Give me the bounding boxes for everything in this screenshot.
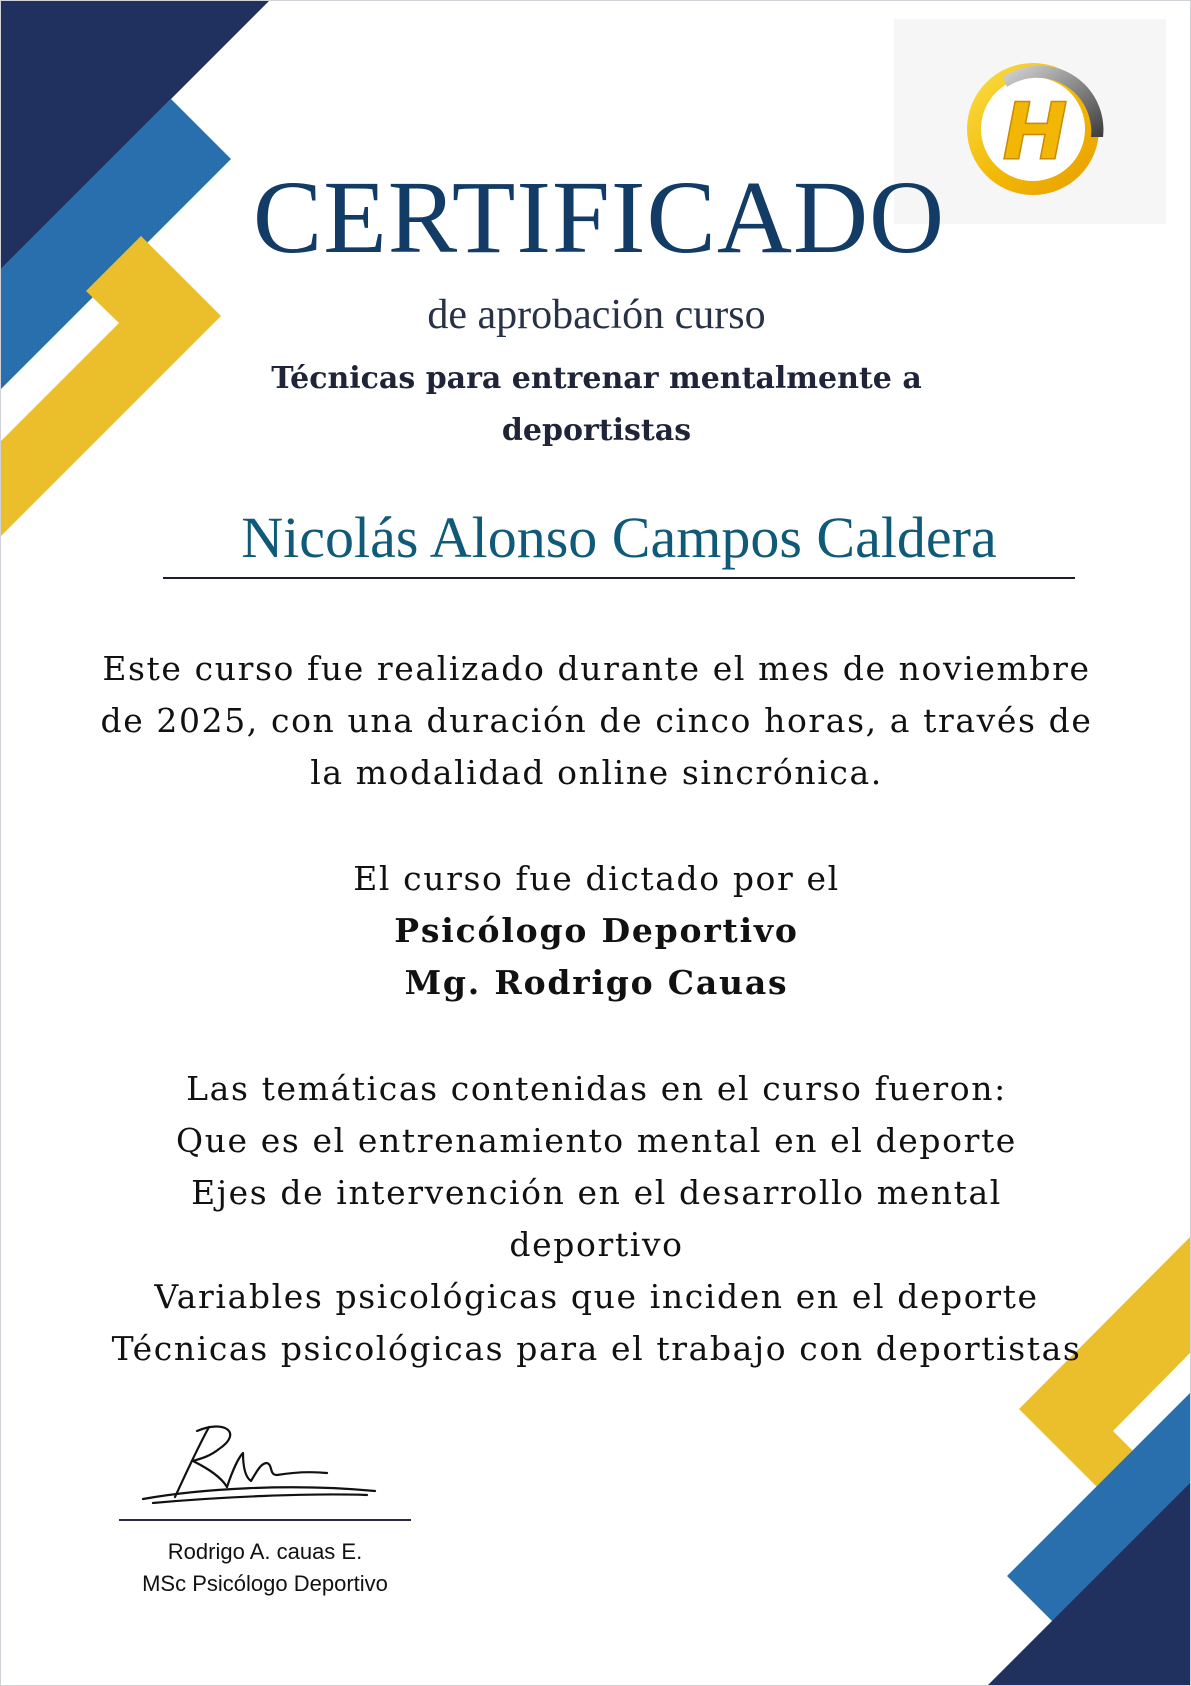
text-line: Este curso fue realizado durante el mes de noviembre bbox=[102, 649, 1091, 688]
topics-paragraph bbox=[1, 1063, 1191, 1375]
brand-logo bbox=[963, 53, 1111, 201]
topic-item: Técnicas psicológicas para el trabajo con deportistas bbox=[111, 1329, 1082, 1368]
instructor-intro: El curso fue dictado por el bbox=[353, 859, 840, 898]
signer-title: MSc Psicólogo Deportivo bbox=[142, 1571, 388, 1596]
topics-heading: Las temáticas contenidas en el curso fueron: bbox=[186, 1069, 1007, 1108]
text-line: la modalidad online sincrónica. bbox=[310, 753, 883, 792]
handwritten-signature bbox=[139, 1419, 389, 1504]
course-details-paragraph bbox=[1, 643, 1191, 799]
signature-line bbox=[119, 1519, 411, 1521]
topic-item: Que es el entrenamiento mental en el deporte bbox=[176, 1121, 1017, 1160]
instructor-paragraph bbox=[1, 853, 1191, 1009]
course-title-line: Técnicas para entrenar mentalmente a bbox=[271, 361, 922, 396]
topic-item: deportivo bbox=[509, 1225, 684, 1264]
signer-name: Rodrigo A. cauas E. bbox=[167, 1539, 363, 1564]
instructor-name: Mg. Rodrigo Cauas bbox=[404, 963, 789, 1002]
logo-letter: H bbox=[1002, 88, 1068, 178]
course-title bbox=[1, 353, 1191, 457]
recipient-name: Nicolás Alonso Campos Caldera bbox=[241, 505, 997, 570]
topic-item: Variables psicológicas que inciden en el deporte bbox=[154, 1277, 1039, 1316]
instructor-role: Psicólogo Deportivo bbox=[394, 911, 799, 950]
text-line: de 2025, con una duración de cinco horas, a través de bbox=[100, 701, 1093, 740]
recipient-underline bbox=[163, 577, 1075, 579]
topic-item: Ejes de intervención en el desarrollo mental bbox=[191, 1173, 1002, 1212]
certificate-subtitle: de aprobación curso bbox=[427, 292, 766, 338]
course-title-line: deportistas bbox=[501, 413, 692, 448]
certificate-title: CERTIFICADO bbox=[252, 160, 946, 275]
